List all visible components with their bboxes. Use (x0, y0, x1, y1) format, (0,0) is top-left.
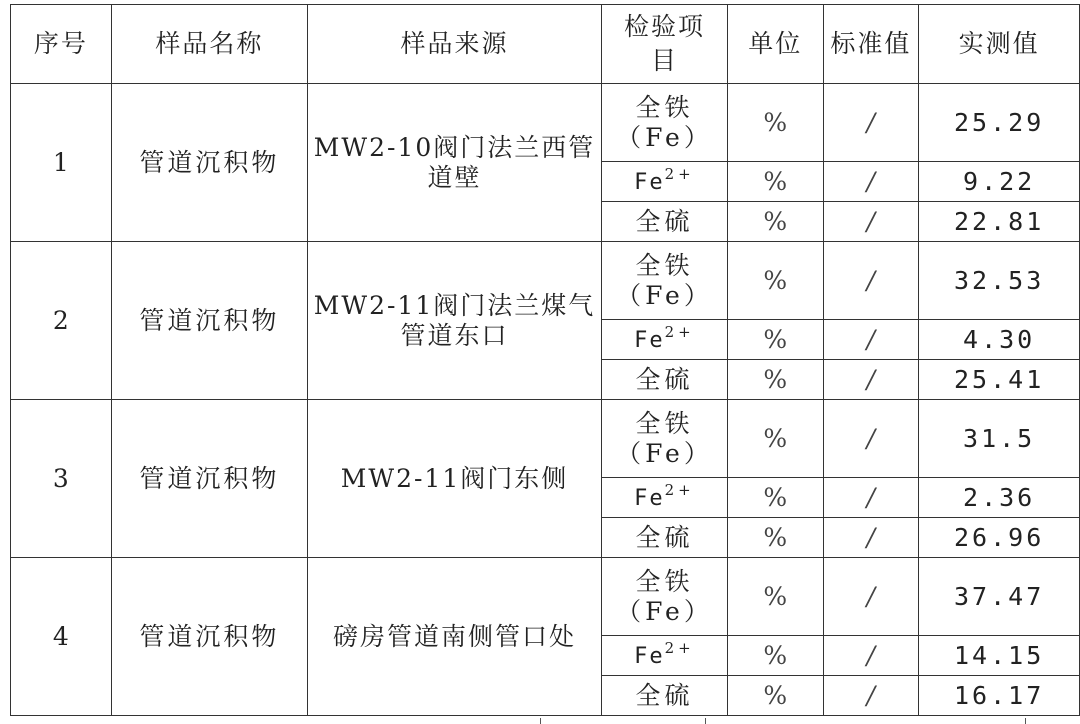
test-item-superscript: 2+ (664, 638, 695, 657)
unit-cell: % (727, 400, 823, 478)
table-row (11, 84, 1080, 162)
test-item-superscript: 2+ (664, 480, 695, 499)
header-row (11, 5, 1080, 84)
sample-name-cell: 管道沉积物 (111, 84, 307, 242)
measured-value-cell: 16.17 (919, 676, 1080, 716)
measured-value-cell: 4.30 (919, 320, 1080, 360)
test-item-formula: Fe (634, 169, 665, 195)
header-test-item: 检验项目 (602, 5, 728, 84)
test-item-cell: 全铁（Fe） (602, 242, 728, 320)
header-standard: 标准值 (823, 5, 919, 84)
test-item-cell (602, 478, 728, 518)
unit-cell: % (727, 478, 823, 518)
unit-cell: % (727, 636, 823, 676)
test-item-cell: 全硫 (602, 676, 728, 716)
standard-cell: / (823, 84, 919, 162)
header-sample-name: 样品名称 (111, 5, 307, 84)
unit-cell: % (727, 558, 823, 636)
sample-name-cell: 管道沉积物 (111, 558, 307, 716)
header-seq: 序号 (11, 5, 112, 84)
seq-cell: 4 (11, 558, 112, 716)
sample-source-cell: MW2-11阀门法兰煤气管道东口 (307, 242, 601, 400)
table-row (11, 400, 1080, 478)
measured-value-cell: 26.96 (919, 518, 1080, 558)
header-sample-source: 样品来源 (307, 5, 601, 84)
header-measured: 实测值 (919, 5, 1080, 84)
sample-source-cell: MW2-10阀门法兰西管道壁 (307, 84, 601, 242)
test-item-cell: 全铁（Fe） (602, 84, 728, 162)
test-item-cell (602, 162, 728, 202)
bottom-tick-mark (705, 718, 706, 724)
test-item-cell: 全硫 (602, 360, 728, 400)
standard-cell: / (823, 242, 919, 320)
table-row (11, 242, 1080, 320)
test-item-cell: 全硫 (602, 518, 728, 558)
unit-cell: % (727, 242, 823, 320)
standard-cell: / (823, 478, 919, 518)
measured-value-cell: 31.5 (919, 400, 1080, 478)
measured-value-cell: 25.29 (919, 84, 1080, 162)
measured-value-cell: 22.81 (919, 202, 1080, 242)
seq-cell: 3 (11, 400, 112, 558)
table-row (11, 558, 1080, 636)
standard-cell: / (823, 360, 919, 400)
standard-cell: / (823, 676, 919, 716)
standard-cell: / (823, 400, 919, 478)
bottom-tick-mark (1025, 718, 1026, 724)
unit-cell: % (727, 360, 823, 400)
test-item-formula: Fe (634, 327, 665, 353)
measured-value-cell: 32.53 (919, 242, 1080, 320)
measured-value-cell: 14.15 (919, 636, 1080, 676)
unit-cell: % (727, 320, 823, 360)
unit-cell: % (727, 84, 823, 162)
sample-source-cell: MW2-11阀门东侧 (307, 400, 601, 558)
test-item-formula: Fe (634, 643, 665, 669)
unit-cell: % (727, 676, 823, 716)
sample-source-cell: 磅房管道南侧管口处 (307, 558, 601, 716)
sample-name-cell: 管道沉积物 (111, 242, 307, 400)
unit-cell: % (727, 518, 823, 558)
standard-cell: / (823, 636, 919, 676)
seq-cell: 1 (11, 84, 112, 242)
test-item-formula: Fe (634, 485, 665, 511)
sample-name-cell: 管道沉积物 (111, 400, 307, 558)
measured-value-cell: 9.22 (919, 162, 1080, 202)
test-item-cell: 全硫 (602, 202, 728, 242)
clipped-previous-line (300, 0, 1080, 3)
standard-cell: / (823, 518, 919, 558)
measured-value-cell: 37.47 (919, 558, 1080, 636)
test-item-cell: 全铁（Fe） (602, 558, 728, 636)
header-unit: 单位 (727, 5, 823, 84)
test-item-cell: 全铁（Fe） (602, 400, 728, 478)
unit-cell: % (727, 162, 823, 202)
test-item-superscript: 2+ (664, 164, 695, 183)
measured-value-cell: 25.41 (919, 360, 1080, 400)
unit-cell: % (727, 202, 823, 242)
test-results-table (10, 4, 1080, 716)
standard-cell: / (823, 162, 919, 202)
test-item-cell (602, 636, 728, 676)
seq-cell: 2 (11, 242, 112, 400)
standard-cell: / (823, 320, 919, 360)
standard-cell: / (823, 202, 919, 242)
test-item-cell (602, 320, 728, 360)
standard-cell: / (823, 558, 919, 636)
measured-value-cell: 2.36 (919, 478, 1080, 518)
test-item-superscript: 2+ (664, 322, 695, 341)
bottom-tick-mark (540, 718, 541, 724)
